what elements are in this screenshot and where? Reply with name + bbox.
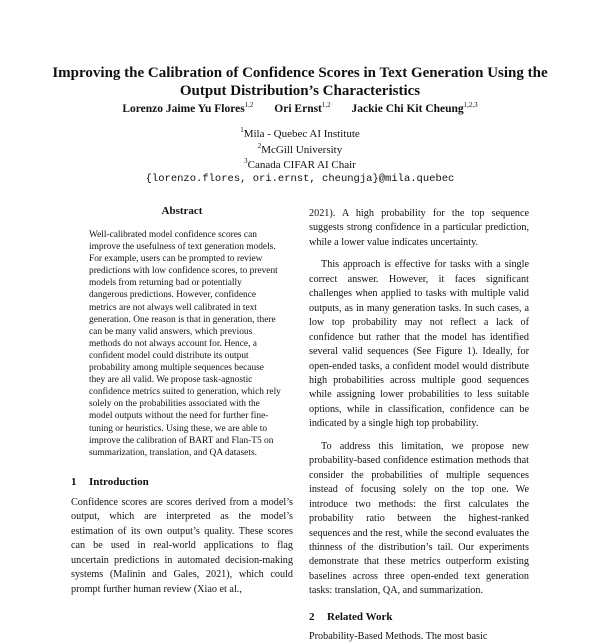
author-emails: {lorenzo.flores, ori.ernst, cheungja}@mila.quebec — [145, 173, 455, 185]
affiliation — [0, 143, 600, 159]
introduction-heading — [71, 476, 293, 488]
introduction-text: Confidence scores are scores derived from a model’s output, which are interpreted as the model’s estimation of its own output’s quality. These scores can be used in real-world applications to flag uncertain predictions in automated decision-making systems (Malinin and Gales, 2021), which could prompt further human review (Xiao et al., — [71, 496, 293, 595]
paper-title: Improving the Calibration of Confidence Scores in Text Generation Using the Output Distribution’s Characteristics — [52, 65, 548, 99]
author-affiliation-marker: 1,2,3 — [463, 101, 478, 109]
affiliation-name: McGill University — [261, 143, 343, 156]
author — [122, 103, 253, 115]
author-name: Ori Ernst — [274, 103, 322, 115]
author-list — [0, 103, 600, 115]
abstract-heading: Abstract — [161, 205, 203, 217]
abstract-text: Well-calibrated model confidence scores can improve the usefulness of text generation models. For example, users can be prompted to review predictions with low confidence scores, to prevent models from returning bad or potentially dangerous predictions. However, confidence metrics are not always well calibrated in text generation. One reason is that in generation, there can be many valid answers, which previous methods do not always account for. Hence, a confident model could distribute its output probability among multiple sequences because they are all valid. We propose task-agnostic confidence metrics suited to generation, which rely solely on the probabilities associated with the model outputs without the need for further fine-tuning or heuristics. Using these, we are able to improve the calibration of BART and Flan-T5 on summarization, translation, and QA datasets. — [89, 230, 281, 458]
author — [274, 103, 330, 115]
section-title: Introduction — [89, 475, 149, 488]
author-name: Jackie Chi Kit Cheung — [351, 103, 464, 115]
body-paragraph: 2021). A high probability for the top sequence suggests strong confidence in a particular prediction, while a lower value indicates uncertainty. — [309, 208, 529, 248]
affiliation — [0, 127, 600, 143]
author-affiliation-marker: 1,2 — [321, 101, 331, 109]
affiliation — [0, 158, 600, 174]
affiliation-marker: 2 — [257, 141, 262, 150]
left-column — [71, 205, 293, 597]
affiliation-marker: 1 — [240, 126, 244, 134]
affiliation-list — [0, 127, 600, 174]
affiliation-marker: 3 — [244, 157, 248, 165]
affiliation-name: Canada CIFAR AI Chair — [247, 159, 356, 171]
related-work-heading — [309, 611, 529, 623]
body-paragraph: To address this limitation, we propose new probability-based confidence estimation methods that consider the probabilities of multiple sequences instead of focusing solely on the top one. We introduce two methods: the first calculates the probability ratio between the highest-ranked sequences and the rest, while the second evaluates the thinness of the distribution’s tail. Our experiments demonstrate that these metrics outperform existing baselines across three open-ended text generation tasks: translation, QA, and summarization. — [309, 440, 529, 597]
author-name: Lorenzo Jaime Yu Flores — [122, 103, 245, 115]
section-title: Related Work — [327, 610, 393, 623]
affiliation-name: Mila - Quebec AI Institute — [243, 128, 360, 140]
author-affiliation-marker: 1,2 — [244, 101, 254, 109]
author — [352, 103, 478, 115]
section-number: 1 — [71, 475, 77, 488]
body-paragraph: This approach is effective for tasks with a single correct answer. However, it faces significant challenges when applied to tasks with multiple valid outputs, as in many generation tasks. In such cases, a low top probability may not reflect a lack of confidence but rather that the model has identified several valid sequences (See Figure 1). Ideally, for open-ended tasks, a confident model would distribute high probabilities across multiple good sequences while assigning lower probabilities to less suitable options, while in classification, confidence can be indicated by a single high top probability. — [309, 259, 529, 430]
right-column — [309, 207, 529, 644]
related-work-text: Probability-Based Methods. The most basic — [309, 630, 488, 642]
section-number: 2 — [309, 610, 315, 623]
